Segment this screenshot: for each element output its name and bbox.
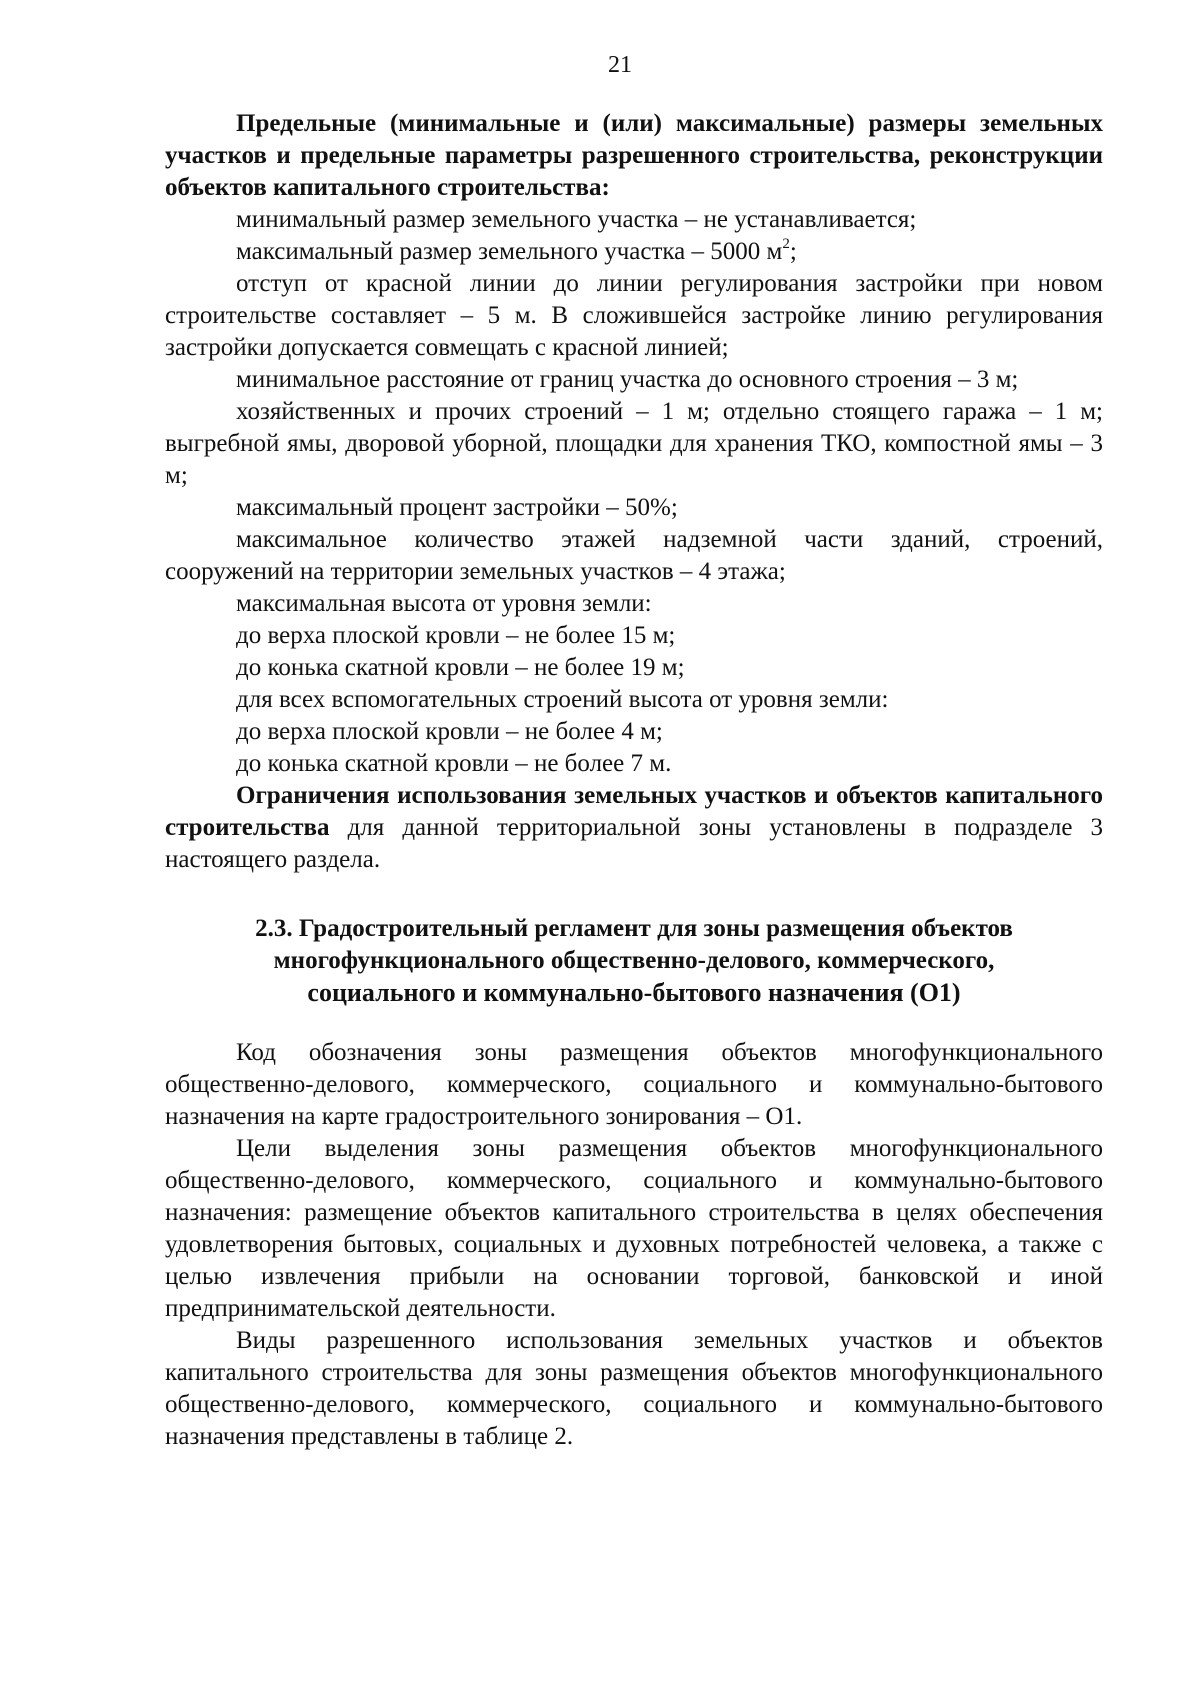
auxiliary-flat-roof-height: до верха плоской кровли – не более 4 м; xyxy=(236,718,663,745)
zone-purpose-paragraph: Цели выделения зоны размещения объектов многофункционального общественно-делового, коммерческого, социального и коммунально-бытового назначения: размещение объектов капитального строительства в целях обеспечения удовлетворения бытовых, социальных и духовных потребностей человека, а также с целью извлечения прибыли на основании торговой, банковской и иной предпринимательской деятельности. xyxy=(165,1135,1103,1322)
flat-roof-height: до верха плоской кровли – не более 15 м; xyxy=(236,622,676,649)
pitched-roof-height: до конька скатной кровли – не более 19 м; xyxy=(236,654,685,681)
max-plot-size: максимальный размер земельного участка – 5000 $м^2$; xyxy=(236,235,797,265)
section-zone-o1 xyxy=(165,1037,1103,1453)
section-parameters xyxy=(165,108,1103,876)
permitted-uses-paragraph: Виды разрешенного использования земельных участков и объектов капитального строительства для зоны размещения объектов многофункционального общественно-делового, коммерческого, социального и коммунально-бытового назначения представлены в таблице 2. xyxy=(165,1327,1103,1450)
min-plot-size: минимальный размер земельного участка – не устанавливается; xyxy=(236,206,917,233)
usage-limitations: Ограничения использования земельных участков и объектов капитального строительства для данной территориальной зоны установлены в подразделе 3 настоящего раздела. xyxy=(165,782,1103,873)
max-height-label: максимальная высота от уровня земли: xyxy=(236,590,652,617)
page-number: 21 xyxy=(608,52,632,78)
auxiliary-pitched-roof-height: до конька скатной кровли – не более 7 м. xyxy=(236,750,672,777)
section-heading: 2.3. Градостроительный регламент для зоны размещения объектов многофункционального общественно-делового, коммерческого, социального и коммунально-бытового назначения (О1) xyxy=(255,915,1013,1007)
red-line-setback: отступ от красной линии до линии регулирования застройки при новом строительстве составляет – 5 м. В сложившейся застройке линию регулирования застройки допускается совмещать с красной линией; xyxy=(165,270,1103,361)
zone-code-paragraph: Код обозначения зоны размещения объектов многофункционального общественно-делового, коммерческого, социального и коммунально-бытового назначения на карте градостроительного зонирования – О1. xyxy=(165,1039,1103,1130)
auxiliary-height-label: для всех вспомогательных строений высота от уровня земли: xyxy=(236,686,889,713)
distance-auxiliary-buildings: хозяйственных и прочих строений – 1 м; отдельно стоящего гаража – 1 м; выгребной ямы, дворовой уборной, площадки для хранения ТКО, компостной ямы – 3 м; xyxy=(165,398,1103,489)
max-building-percent: максимальный процент застройки – 50%; xyxy=(236,494,678,521)
max-floors: максимальное количество этажей надземной части зданий, строений, сооружений на территории земельных участков – 4 этажа; xyxy=(165,526,1103,585)
parameters-heading: Предельные (минимальные и (или) максимальные) размеры земельных участков и предельные параметры разрешенного строительства, реконструкции объектов капитального строительства: xyxy=(165,110,1103,201)
min-distance-main-building: минимальное расстояние от границ участка до основного строения – 3 м; xyxy=(236,366,1019,393)
